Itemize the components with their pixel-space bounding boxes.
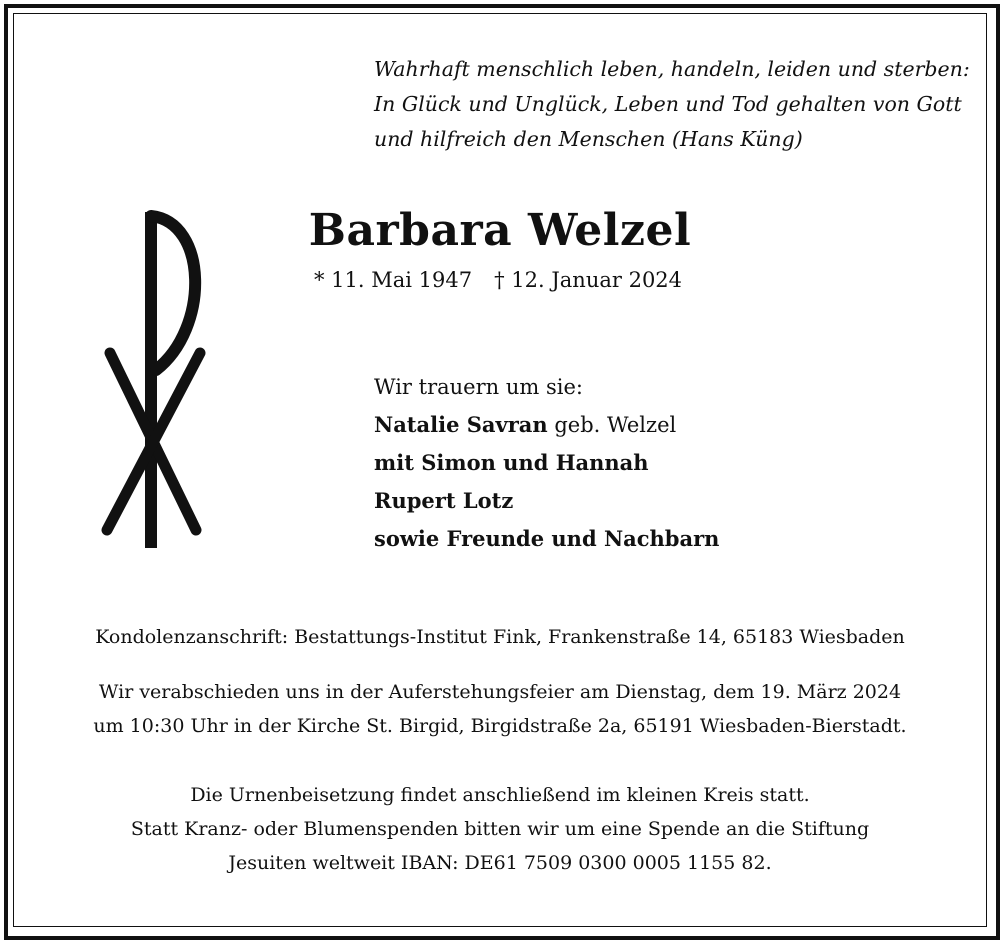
burial-line: Jesuiten weltweit IBAN: DE61 7509 0300 0005 1155 82. xyxy=(228,852,772,874)
burial-block xyxy=(30,778,970,880)
mourner-line: Rupert Lotz xyxy=(374,488,514,513)
burial-line: Die Urnenbeisetzung findet anschließend im kleinen Kreis statt. xyxy=(190,784,810,806)
quote-line: und hilfreich den Menschen (Hans Küng) xyxy=(374,127,803,151)
quote-line: Wahrhaft menschlich leben, handeln, leiden und sterben: xyxy=(374,57,970,81)
quote-block xyxy=(374,52,974,157)
mourner-name: Natalie Savran xyxy=(374,412,548,437)
condolence-line: Kondolenzanschrift: Bestattungs-Institut Fink, Frankenstraße 14, 65183 Wiesbaden xyxy=(95,626,905,648)
life-dates xyxy=(314,268,682,292)
death-date: † 12. Januar 2024 xyxy=(494,268,683,292)
chi-rho-icon xyxy=(98,208,212,553)
quote-line: In Glück und Unglück, Leben und Tod gehalten von Gott xyxy=(374,92,962,116)
birth-date: * 11. Mai 1947 xyxy=(314,268,473,292)
farewell-line: Wir verabschieden uns in der Auferstehungsfeier am Dienstag, dem 19. März 2024 xyxy=(98,681,902,703)
mourner-note: geb. Welzel xyxy=(547,413,677,437)
condolence-address xyxy=(30,620,970,654)
burial-line: Statt Kranz- oder Blumenspenden bitten wir um eine Spende an die Stiftung xyxy=(130,818,870,840)
mourner-line: mit Simon und Hannah xyxy=(374,450,649,475)
farewell-block xyxy=(30,675,970,743)
farewell-line: um 10:30 Uhr in der Kirche St. Birgid, Birgidstraße 2a, 65191 Wiesbaden-Bierstadt. xyxy=(93,715,907,737)
mourners-intro: Wir trauern um sie: xyxy=(374,375,583,399)
deceased-name: Barbara Welzel xyxy=(308,205,692,256)
mourner-line: sowie Freunde und Nachbarn xyxy=(374,526,720,551)
mourner-line xyxy=(374,406,719,444)
mourners-block xyxy=(374,368,719,558)
